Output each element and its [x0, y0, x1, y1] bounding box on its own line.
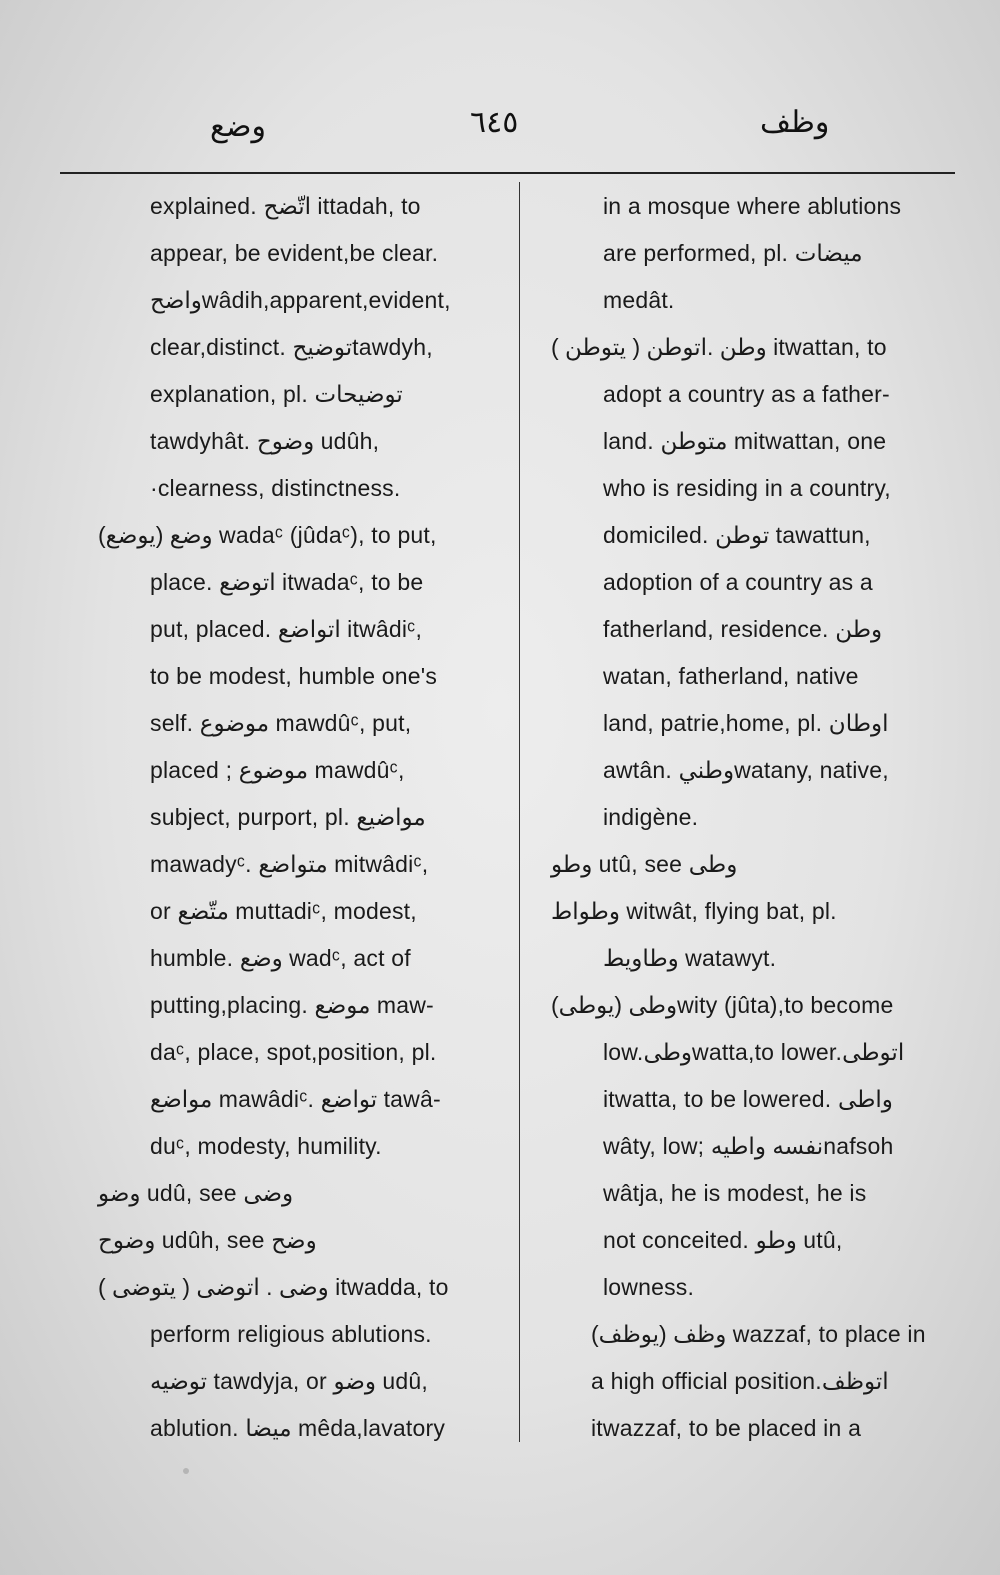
text-line: put, placed. اتواضع itwâdiᶜ, [150, 616, 423, 642]
text-line: are performed, pl. ميضات [603, 240, 863, 266]
header-right-guide-word: وظف [760, 105, 830, 140]
text-line: humble. وضع wadᶜ, act of [150, 945, 411, 971]
text-line: واضحwâdih,apparent,evident, [150, 287, 451, 313]
text-line: explanation, pl. توضيحات [150, 381, 403, 407]
text-line: watan, fatherland, native [603, 663, 859, 689]
right-column [551, 183, 968, 1452]
text-line: توضيه tawdyja, or وضو udû, [150, 1368, 428, 1394]
text-line: not conceited. وطو utû, [603, 1227, 843, 1253]
entry-headword-line: وطو utû, see وطى [551, 851, 738, 877]
text-line: مواضع mawâdiᶜ. تواضع tawâ- [150, 1086, 441, 1112]
entry-headword-line: وطى (يوطى)wity (jûta),to become [551, 992, 894, 1018]
text-line: placed ; موضوع mawdûᶜ, [150, 757, 405, 783]
text-line: ablution. ميضا mêda,lavatory [150, 1415, 446, 1441]
paper-speck [183, 1468, 189, 1474]
entry-headword-line: وضو udû, see وضى [98, 1180, 294, 1206]
text-line: ·clearness, distinctness. [150, 475, 401, 501]
entry-headword-line: وطواط witwât, flying bat, pl. [551, 898, 837, 924]
header-rule [60, 172, 955, 174]
text-line: adoption of a country as a [603, 569, 873, 595]
entry-headword-line: وضى . اتوضى ( يتوضى ) itwadda, to [98, 1274, 449, 1300]
text-line: self. موضوع mawdûᶜ, put, [150, 710, 412, 736]
text-line: وطاويط watawyt. [603, 945, 777, 971]
header-left-guide-word: وضع [210, 109, 266, 144]
text-line: place. اتوضع itwadaᶜ, to be [150, 569, 424, 595]
text-line: duᶜ, modesty, humility. [150, 1133, 382, 1159]
text-line: awtân. وطنيwatany, native, [603, 757, 889, 783]
column-divider [519, 182, 520, 1442]
text-line: who is residing in a country, [603, 475, 891, 501]
text-line: a high official position.اتوظف [591, 1368, 889, 1394]
entry-headword-line: وطن .اتوطن ( يتوطن ) itwattan, to [551, 334, 887, 360]
text-line: indigène. [603, 804, 699, 830]
text-line: land. متوطن mitwattan, one [603, 428, 887, 454]
text-line: putting,placing. موضع maw- [150, 992, 434, 1018]
text-line: medât. [603, 287, 675, 313]
text-line: land, patrie,home, pl. اوطان [603, 710, 889, 736]
text-line: wâtja, he is modest, he is [603, 1180, 867, 1206]
text-line: itwatta, to be lowered. واطى [603, 1086, 893, 1112]
text-line: explained. اتّضح ittadah, to [150, 193, 421, 219]
entry-headword-line: وظف (يوظف) wazzaf, to place in [591, 1321, 926, 1347]
text-line: tawdyhât. وضوح udûh, [150, 428, 380, 454]
text-line: daᶜ, place, spot,position, pl. [150, 1039, 437, 1065]
text-line: fatherland, residence. وطن [603, 616, 883, 642]
entry-headword-line: وضع (يوضع) wadaᶜ (jûdaᶜ), to put, [98, 522, 437, 548]
entry-headword-line: وضوح udûh, see وضح [98, 1227, 317, 1253]
text-line: appear, be evident,be clear. [150, 240, 439, 266]
text-line: domiciled. توطن tawattun, [603, 522, 871, 548]
text-line: mawadyᶜ. متواضع mitwâdiᶜ, [150, 851, 429, 877]
text-line: low.وطىwatta,to lower.اتوطى [603, 1039, 905, 1065]
text-line: to be modest, humble one's [150, 663, 438, 689]
text-line: in a mosque where ablutions [603, 193, 902, 219]
text-line: lowness. [603, 1274, 695, 1300]
page-header [0, 95, 1000, 165]
text-line: perform religious ablutions. [150, 1321, 432, 1347]
text-line: clear,distinct. توضيحtawdyh, [150, 334, 433, 360]
left-column [98, 183, 512, 1452]
text-line: adopt a country as a father- [603, 381, 890, 407]
text-line: wâty, low; نفسه واطيهnafsoh [603, 1133, 894, 1159]
text-line: subject, purport, pl. مواضيع [150, 804, 426, 830]
text-line: itwazzaf, to be placed in a [591, 1415, 862, 1441]
page-number: ٦٤٥ [470, 105, 519, 140]
text-line: or متّضع muttadiᶜ, modest, [150, 898, 417, 924]
